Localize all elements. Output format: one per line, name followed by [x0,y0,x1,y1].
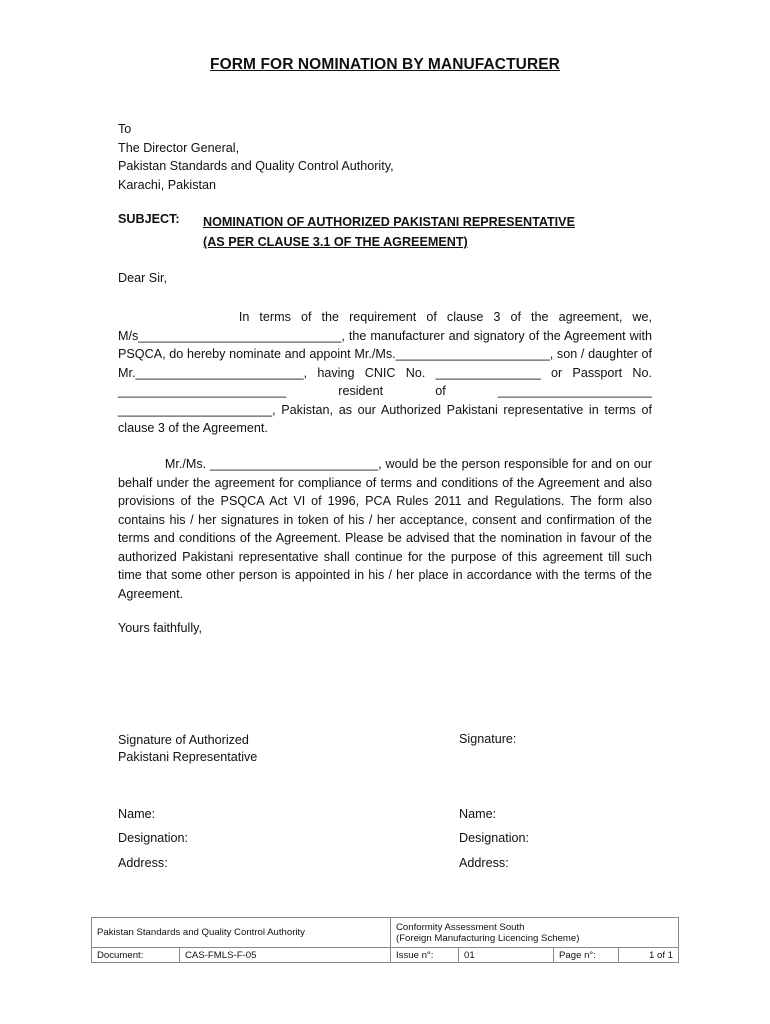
representative-name-label: Name: [118,807,156,821]
address-line-authority: Pakistan Standards and Quality Control Authority, [118,159,394,174]
subject-text [203,212,575,252]
responsibility-paragraph: Mr./Ms. ________________________, would be the person responsible for and on our behalf under the agreement for compliance of terms and conditions of the Agreement and also provisions of the PSQCA Act VI of 1996, PCA Rules 2011 and Regulations. The form also contains his / her signatures in token of his / her acceptance, consent and confirmation of the terms and conditions of the Agreement. Please be advised that the nomination in favour of the authorized Pakistani representative shall continue for the purpose of this agreement till such time that some other person is appointed in his / her place in accordance with the terms of the Agreement. [118,457,652,601]
footer-department-line-2: (Foreign Manufacturing Licencing Scheme) [396,932,580,944]
footer-department [391,918,679,948]
subject-line-1: NOMINATION OF AUTHORIZED PAKISTANI REPRESENTATIVE [203,215,575,229]
manufacturer-signature-label: Signature: [459,732,517,746]
subject-line-2: (AS PER CLAUSE 3.1 OF THE AGREEMENT) [203,235,468,249]
address-line-city: Karachi, Pakistan [118,177,217,192]
subject-label: SUBJECT: [118,212,180,226]
address-line-director: The Director General, [118,140,240,155]
representative-signature-line-2: Pakistani Representative [118,749,258,764]
representative-address-label: Address: [118,856,168,870]
footer-org: Pakistan Standards and Quality Control Authority [92,918,391,948]
representative-designation-label: Designation: [118,831,189,845]
footer-page-label: Page n°: [554,948,619,963]
footer-department-line-1: Conformity Assessment South [396,921,525,933]
footer-document-label: Document: [92,948,180,963]
form-title: FORM FOR NOMINATION BY MANUFACTURER [210,56,560,73]
manufacturer-address-label: Address: [459,856,509,870]
salutation: Dear Sir, [118,271,167,285]
representative-signature-line-1: Signature of Authorized [118,733,249,747]
footer-document-value: CAS-FMLS-F-05 [180,948,391,963]
footer-page-value: 1 of 1 [619,948,679,963]
representative-signature-block [118,732,257,765]
manufacturer-designation-label: Designation: [459,831,530,845]
document-footer-table [91,917,679,963]
nomination-paragraph: In terms of the requirement of clause 3 of the agreement, we, M/s_____________________________, the manufacturer and signatory of the Agreement with PSQCA, do hereby nominate and appoint Mr./Ms.______________________, son / daughter of Mr.________________________, having CNIC No. _______________ or Passport No. ________________________ resident of ______________________ ______________________, Pakistan, as our Authorized Pakistani representative in terms of clause 3 of the Agreement. [118,310,652,436]
recipient-address [118,120,394,194]
closing: Yours faithfully, [118,621,203,635]
address-line-to: To [118,122,132,136]
footer-issue-value: 01 [459,948,554,963]
footer-issue-label: Issue n°: [391,948,459,963]
manufacturer-name-label: Name: [459,807,497,821]
